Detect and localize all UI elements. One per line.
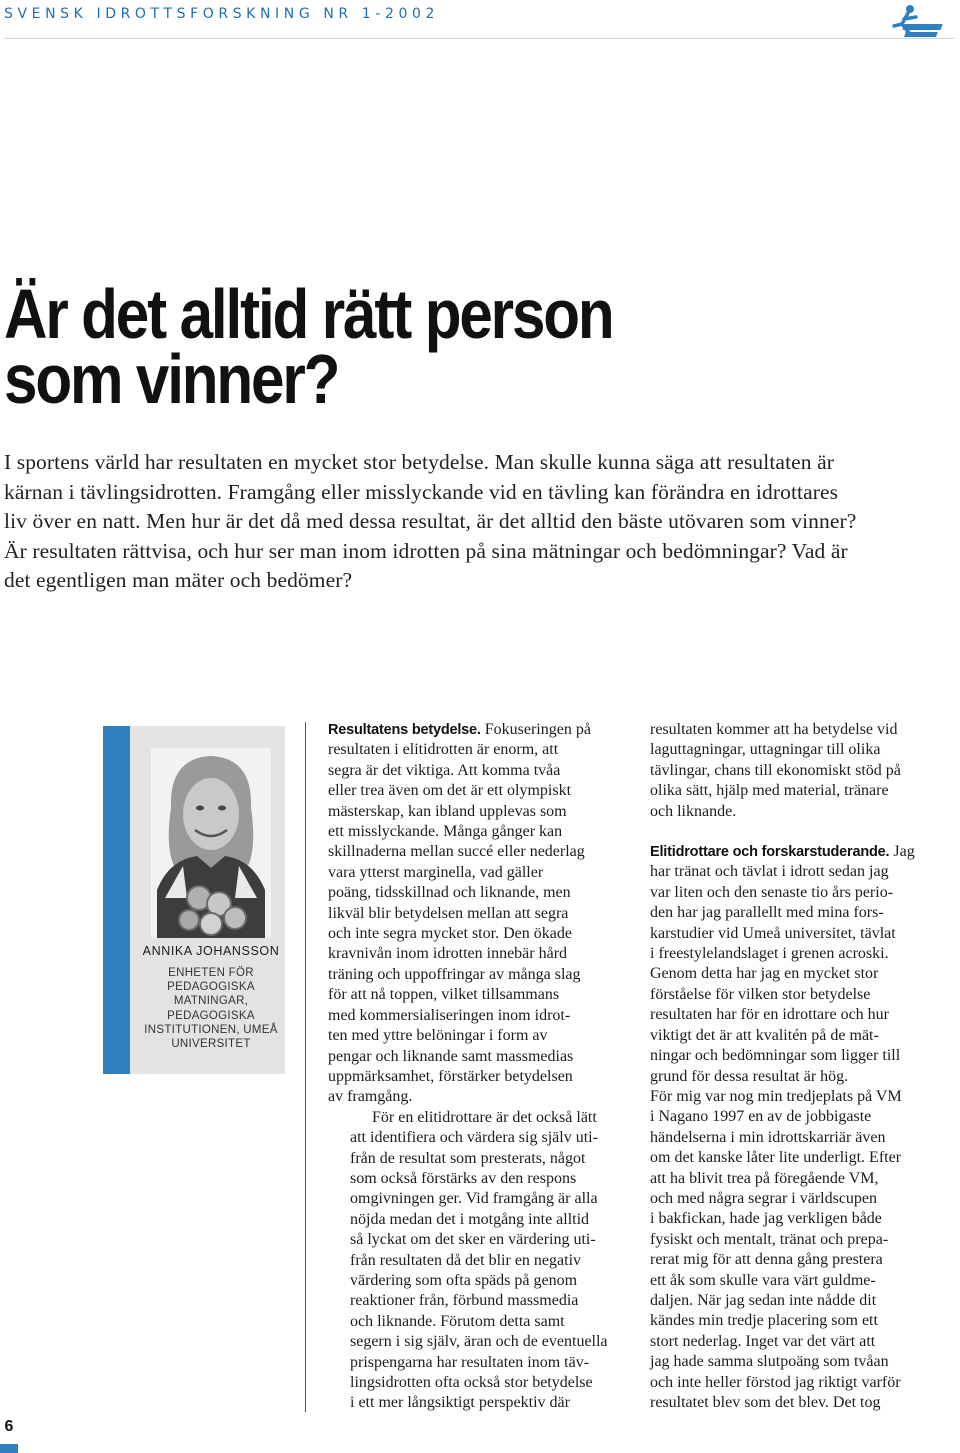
- page-number-accent-bar: [0, 1444, 18, 1453]
- text-line: mästerskap, kan ibland upplevas som: [328, 802, 567, 820]
- text-line: värdering som ofta späds på genom: [350, 1271, 578, 1289]
- text-line: i bakfickan, hade jag verkligen både: [650, 1210, 882, 1228]
- text-line: För en elitidrottare är det också lätt: [372, 1108, 597, 1126]
- text-line: att ha blivit trea på föregående VM,: [650, 1169, 879, 1187]
- text-line: från de resultat som presterats, något: [350, 1149, 586, 1167]
- text-line: så lyckat om det sker en värdering uti-: [350, 1231, 596, 1249]
- paragraph-4: [650, 842, 955, 1413]
- text-line: stort nederlag. Inget var det värt att: [650, 1332, 876, 1350]
- body-column-2: [650, 720, 955, 1413]
- text-line: för att nå toppen, vilket tillsammans: [328, 986, 560, 1004]
- text-line: har tränat och tävlat i idrott sedan jag: [650, 863, 889, 881]
- text-line: laguttagningar, uttagningar till olika: [650, 741, 881, 759]
- text-line: i Nagano 1997 en av de jobbigaste: [650, 1108, 872, 1126]
- text-line: vara ytterst marginella, vad gäller: [328, 863, 544, 881]
- author-photo: [151, 748, 271, 938]
- journal-name: SVENSK IDROTTSFORSKNING NR 1-2002: [4, 6, 439, 22]
- text-line: poäng, tidsskillnad och liknande, men: [328, 884, 571, 902]
- text-line: För mig var nog min tredjeplats på VM: [650, 1087, 902, 1105]
- text-line: rerat mig för att denna gång prestera: [650, 1251, 883, 1269]
- text-line: med kommersialiseringen inom idrot-: [328, 1006, 571, 1024]
- text-line: kändes min tredje placering som ett: [650, 1312, 878, 1330]
- text-line: segern i sig själv, äran och de eventuella: [350, 1333, 608, 1351]
- text-line: förståelse för vilken stor betydelse: [650, 985, 871, 1003]
- text-line: händelserna i min idrottskarriär även: [650, 1128, 886, 1146]
- text-line: Genom detta har jag en mycket stor: [650, 965, 879, 983]
- text-line: och inte heller förstod jag riktigt varför: [650, 1373, 901, 1391]
- text-line: av framgång.: [328, 1088, 413, 1106]
- page-number: 6: [4, 1418, 14, 1435]
- text-line: olika sätt, hjälp med material, tränare: [650, 782, 889, 800]
- text-line: om det kanske låter lite underligt. Efter: [650, 1149, 902, 1167]
- text-line: jag hade samma slutpoäng som tvåan: [650, 1353, 889, 1371]
- text-line: segra är det viktiga. Att komma tvåa: [328, 761, 561, 779]
- text-line: fysiskt och mentalt, tränat och prepa-: [650, 1230, 889, 1248]
- text-line: och med några segrar i världscupen: [650, 1189, 878, 1207]
- text-line: att identifiera och värdera sig själv uti-: [350, 1129, 598, 1147]
- text-line: eller trea även om det är ett olympiskt: [328, 782, 572, 800]
- column-rule: [305, 722, 306, 1412]
- text-line: karstudier vid Umeå universitet, tävlat: [650, 924, 896, 942]
- text-line: ten med yttre belöningar i form av: [328, 1027, 548, 1045]
- text-line: resultatet blev som det blev. Det tog: [650, 1394, 881, 1411]
- text-line: pengar och liknande samt massmedias: [328, 1047, 574, 1065]
- article-title-line-1: Är det alltid rätt person: [4, 275, 613, 353]
- text-line: resultaten i elitidrotten är enorm, att: [328, 741, 559, 759]
- text-line: den har jag parallellt med mina fors-: [650, 904, 884, 922]
- text-line: i freestylelandslaget i grenen acroski.: [650, 945, 889, 963]
- body-column-1: [328, 720, 633, 1414]
- paragraph-3: [650, 720, 955, 822]
- text-line: likväl blir betydelsen mellan att segra: [328, 904, 569, 922]
- journal-masthead: [4, 4, 954, 39]
- text-line: ett misslyckande. Många gånger kan: [328, 823, 563, 841]
- article-title: [4, 275, 613, 418]
- running-athlete-logo-icon: [890, 4, 952, 38]
- text-line: och liknande. Förutom detta samt: [350, 1312, 565, 1330]
- text-line: i ett mer långsiktigt perspektiv där: [350, 1394, 570, 1412]
- text-line: grund för dessa resultat är hög.: [650, 1067, 849, 1085]
- author-name: ANNIKA JOHANSSON: [142, 944, 280, 958]
- text-line: var liten och den senaste tio års perio-: [650, 883, 894, 901]
- article-lead: I sportens värld har resultaten en mycket stor betydelse. Man skulle kunna säga att resultaten är kärnan i tävlingsidrotten. Framgång eller misslyckande vid en tävling kan förändra en idrottares liv över en natt. Men hur är det då med dessa resultat, är det alltid den bäste utövaren som vinner? Är resultaten rättvisa, och hur ser man inom idrotten på sina mätningar och bedömningar? Vad är det egentligen man mäter och bedömer?: [4, 450, 857, 592]
- text-line: reaktioner från, förbund massmedia: [350, 1292, 579, 1310]
- text-line: skillnaderna mellan succé eller nederlag: [328, 843, 585, 861]
- section-heading-resultatens-betydelse: Resultatens betydelse.: [328, 722, 481, 738]
- text-line: från resultaten då det blir en negativ: [350, 1251, 582, 1269]
- text-line: resultaten kommer att ha betydelse vid: [650, 721, 898, 738]
- text-line: lingsidrotten ofta också stor betydelse: [350, 1374, 593, 1391]
- text-line: viktigt det är att kvalitén på de mät-: [650, 1026, 879, 1044]
- author-affiliation: ENHETEN FÖR PEDAGOGISKA MATNINGAR, PEDAGOGISKA INSTITUTIONEN, UMEÅ UNIVERSITET: [144, 967, 278, 1051]
- text-line: träning och uppoffringar av många slag: [328, 965, 581, 983]
- text-line: uppmärksamhet, förstärker betydelsen: [328, 1067, 573, 1085]
- text-line: resultaten har för en idrottare och hur: [650, 1006, 890, 1024]
- text-line: Jag: [893, 843, 915, 861]
- text-line: som också förstärks av den respons: [350, 1169, 577, 1187]
- paragraph-1: [328, 720, 633, 1108]
- section-heading-elitidrottare: Elitidrottare och forskarstuderande.: [650, 844, 890, 861]
- text-line: daljen. När jag sedan inte nådde dit: [650, 1291, 877, 1309]
- text-line: och liknande.: [650, 802, 737, 820]
- author-card: [103, 726, 285, 1074]
- text-line: Fokuseringen på: [484, 721, 591, 738]
- text-line: och inte segra mycket stor. Den ökade: [328, 925, 572, 943]
- text-line: nöjda medan det i motgång inte alltid: [350, 1210, 590, 1228]
- text-line: ett åk som skulle vara värt guldme-: [650, 1271, 876, 1289]
- author-card-accent-bar: [103, 726, 130, 1074]
- text-line: omgivningen ger. Vid framgång är alla: [350, 1190, 598, 1208]
- text-line: tävlingar, chans till ekonomiskt stöd på: [650, 761, 901, 779]
- paragraph-2: [328, 1108, 633, 1414]
- article-title-line-2: som vinner?: [4, 340, 339, 418]
- text-line: kravnivån inom idrotten innebär hård: [328, 945, 568, 963]
- text-line: ningar och bedömningar som ligger till: [650, 1047, 901, 1065]
- text-line: prispengarna har resultaten inom täv-: [350, 1353, 590, 1371]
